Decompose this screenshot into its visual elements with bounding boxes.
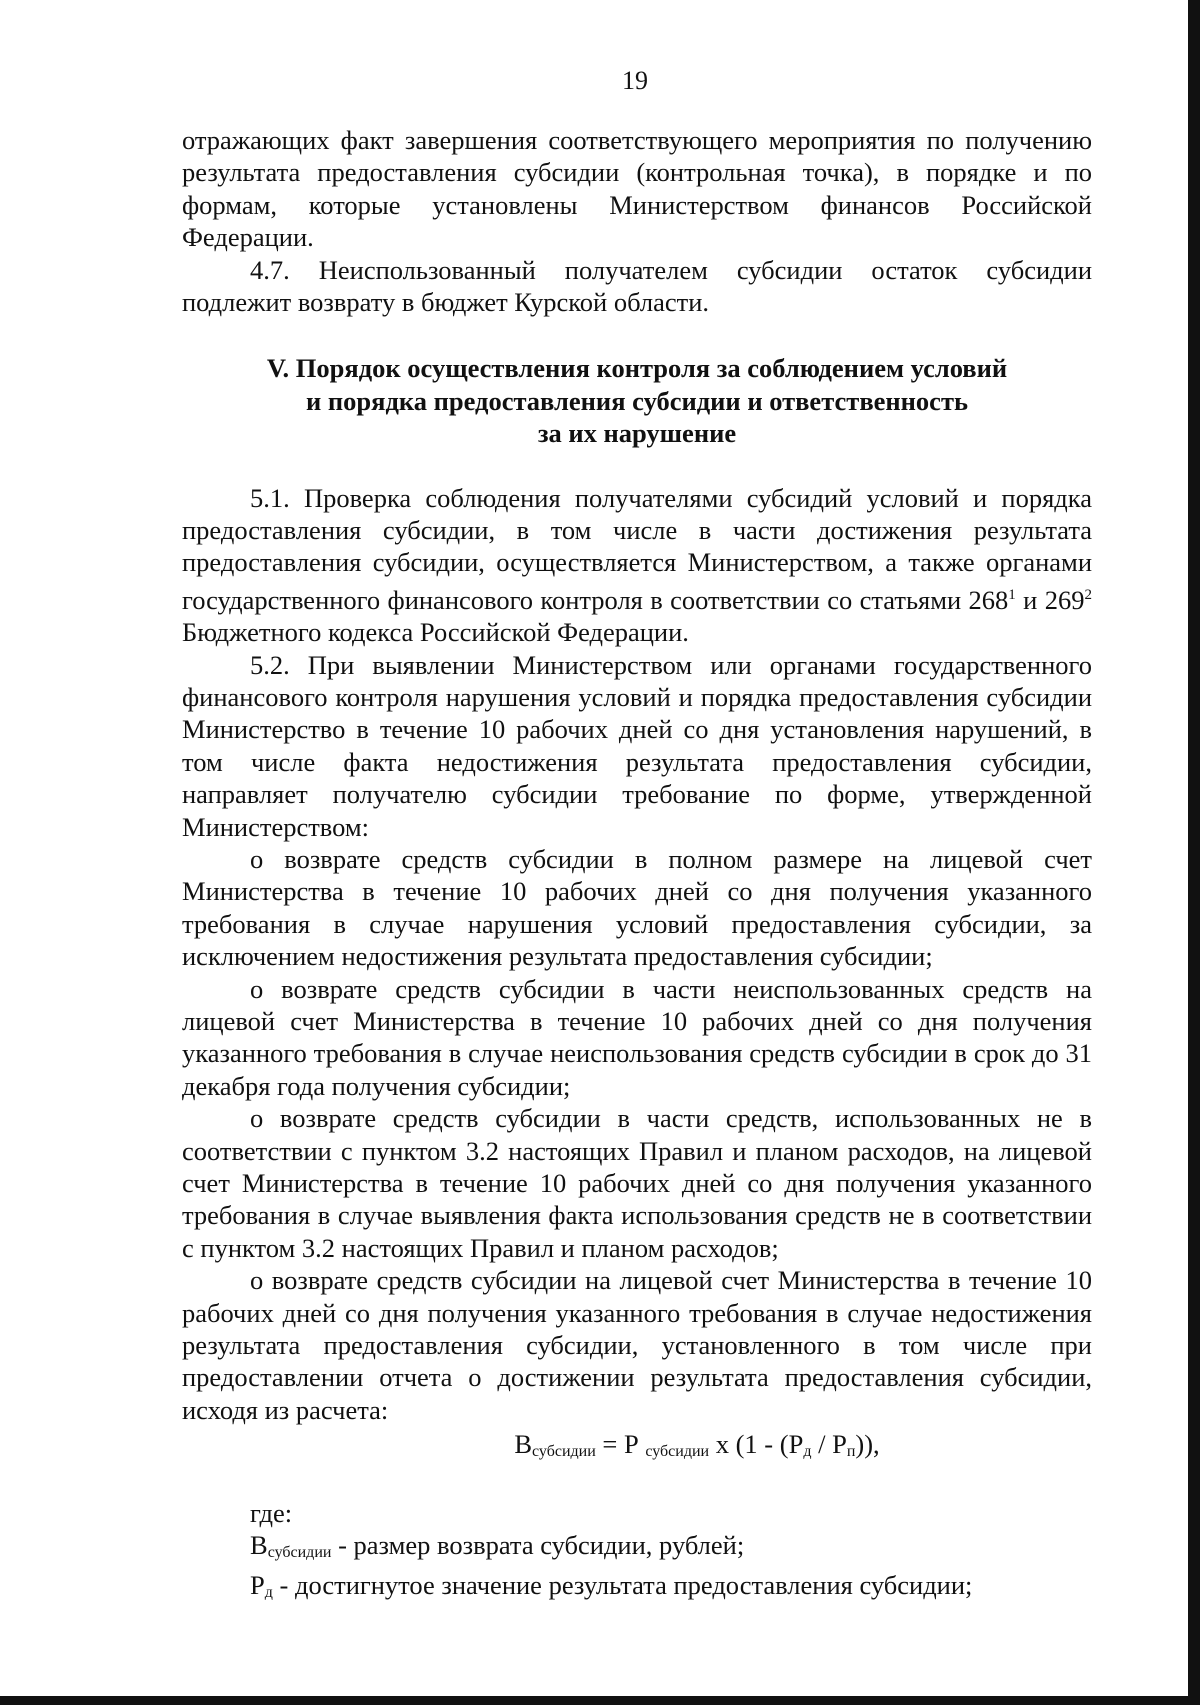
calculation-formula: $В_{субсидии} = Р$ $_{субсидии}$ х $(1 - (Р_д / Р_п))$,	[514, 1429, 880, 1461]
page-number: 19	[622, 66, 648, 95]
paragraph-5-1: 5.1. Проверка соблюдения получателями субсидий условий и порядка предоставления субсидии, в том числе в части достижения результата предоставления субсидии, осуществляется Министерством, а также органами государственного финансового контроля в соответствии со статьями $268^1$ и $269^2$ Бюджетного кодекса Российской Федерации.	[182, 482, 1092, 648]
where-label: где:	[250, 1497, 293, 1528]
definition-item: $В_{субсидии}$ - размер возврата субсидии, рублей;	[250, 1530, 745, 1562]
paragraph-intro-continuation: отражающих факт завершения соответствующего мероприятия по получению результата предоставления субсидии (контрольная точка), в порядке и по формам, которые установлены Министерством финансов Российской Федерации.	[182, 125, 1092, 253]
paragraph-return-result: о возврате средств субсидии на лицевой счет Министерства в течение 10 рабочих дней со дня получения указанного требования в случае недостижения результата предоставления субсидии, установленного в том числе при предоставлении отчета о достижении результата предоставления субсидии, исходя из расчета:	[182, 1265, 1092, 1425]
section-heading	[182, 352, 1092, 449]
document-body	[182, 124, 1092, 1610]
section-heading-line-3: за их нарушение	[537, 418, 737, 449]
paragraph-return-full: о возврате средств субсидии в полном размере на лицевой счет Министерства в течение 10 рабочих дней со дня получения указанного требования в случае нарушения условий предоставления субсидии, за исключением недостижения результата предоставления субсидии;	[182, 843, 1092, 972]
section-heading-line-1: V. Порядок осуществления контроля за соблюдением условий	[266, 353, 1008, 384]
paragraph-4-7: 4.7. Неиспользованный получателем субсидии остаток субсидии подлежит возврату в бюджет Курской области.	[182, 254, 1092, 318]
definitions-list	[182, 1529, 1092, 1610]
paragraph-return-unused: о возврате средств субсидии в части неиспользованных средств на лицевой счет Министерства в течение 10 рабочих дней со дня получения указанного требования в случае неиспользования средств субсидии в срок до 31 декабря года получения субсидии;	[182, 973, 1092, 1101]
definition-item: $Р_д$ - достигнутое значение результата предоставления субсидии;	[250, 1570, 973, 1602]
scan-edge-bottom	[0, 1696, 1200, 1705]
section-heading-line-2: и порядка предоставления субсидии и ответственность	[306, 385, 968, 416]
paragraph-return-misused: о возврате средств субсидии в части средств, использованных не в соответствии с пунктом 3.2 настоящих Правил и планом расходов, на лицевой счет Министерства в течение 10 рабочих дней со дня получения указанного требования в случае выявления факта использования средств не в соответствии с пунктом 3.2 настоящих Правил и планом расходов;	[182, 1103, 1092, 1263]
scan-edge-right	[1188, 0, 1200, 1705]
paragraph-5-2: 5.2. При выявлении Министерством или органами государственного финансового контроля нарушения условий и порядка предоставления субсидии Министерство в течение 10 рабочих дней со дня установления нарушений, в том числе факта недостижения результата предоставления субсидии, направляет получателю субсидии требование по форме, утвержденной Министерством:	[182, 649, 1092, 842]
